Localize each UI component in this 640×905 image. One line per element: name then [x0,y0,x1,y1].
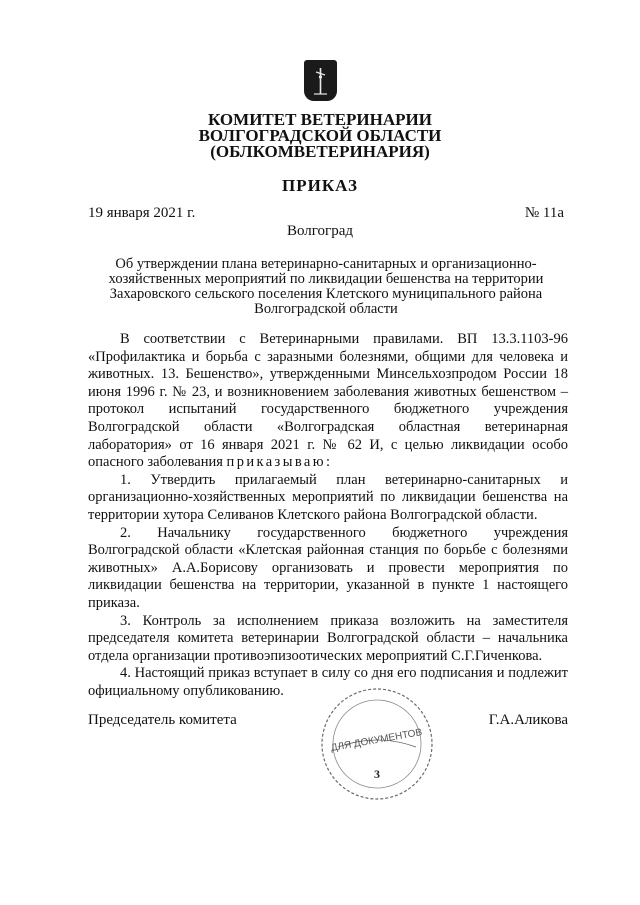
subject-line-4: Волгоградской области [254,301,398,317]
subject-line-1: Об утверждении плана ветеринарно-санитарных и организационно- [115,256,537,272]
official-stamp [318,685,436,803]
document-type: ПРИКАЗ [282,176,358,195]
stamp-number: 3 [374,767,380,781]
item-1: 1. Утвердить прилагаемый план ветеринарно-санитарных и организационно-хозяйственных мероприятий по ликвидации бешенства на территории хутора Селиванов Клетского района Волгоградской области. [88,471,568,523]
intro-text: В соответствии с Ветеринарными правилами. ВП 13.3.1103-96 «Профилактика и борьба с заразными болезнями, общими для человека и животных. 13. Бешенство», утвержденными Минсельхозпродом России 18 июня 1996 г. № 23, и возникновением заболевания животных бешенством – протокол испытаний государственного бюджетного учреждения Волгоградской области «Волгоградская областная ветеринарная лаборатория» от 16 января 2021 г. № 62 И, с целью ликвидации особо опасного заболевания [88,331,568,471]
org-name-line-1: КОМИТЕТ ВЕТЕРИНАРИИ [208,110,432,129]
order-city: Волгоград [286,223,353,239]
order-number: № 11а [524,205,564,221]
coat-of-arms-icon [304,60,337,101]
order-word: приказываю: [226,454,333,471]
org-name-line-3: (ОБЛКОМВЕТЕРИНАРИЯ) [210,142,430,161]
organization-name [150,112,490,160]
signer-title: Председатель комитета [88,712,237,728]
item-2: 2. Начальнику государственного бюджетного учреждения Волгоградской области «Клетская районная станция по борьбе с болезнями животных» А.А.Борисову организовать и провести мероприятия по ликвидации бешенства на территории, указанной в пункте 1 настоящего приказа. [88,524,568,611]
intro-paragraph [88,331,568,472]
stamp-text: ДЛЯ ДОКУМЕНТОВ [330,727,424,754]
item-3: 3. Контроль за исполнением приказа возложить на заместителя председателя комитета ветеринарии Волгоградской области – начальника отдела организации противоэпизоотических мероприятий С.Г.Гиченкова. [88,612,568,664]
org-name-line-2: ВОЛГОГРАДСКОЙ ОБЛАСТИ [198,126,442,145]
order-body [88,331,568,700]
subject-line-3: Захаровского сельского поселения Клетского муниципального района [109,286,543,302]
signer-name: Г.А.Аликова [488,712,568,728]
item-4: 4. Настоящий приказ вступает в силу со дня его подписания и подлежит официальному опубликованию. [88,665,568,699]
subject-line-2: хозяйственных мероприятий по ликвидации бешенства на территории [108,271,544,287]
order-subject [90,257,562,317]
order-date: 19 января 2021 г. [88,205,196,221]
